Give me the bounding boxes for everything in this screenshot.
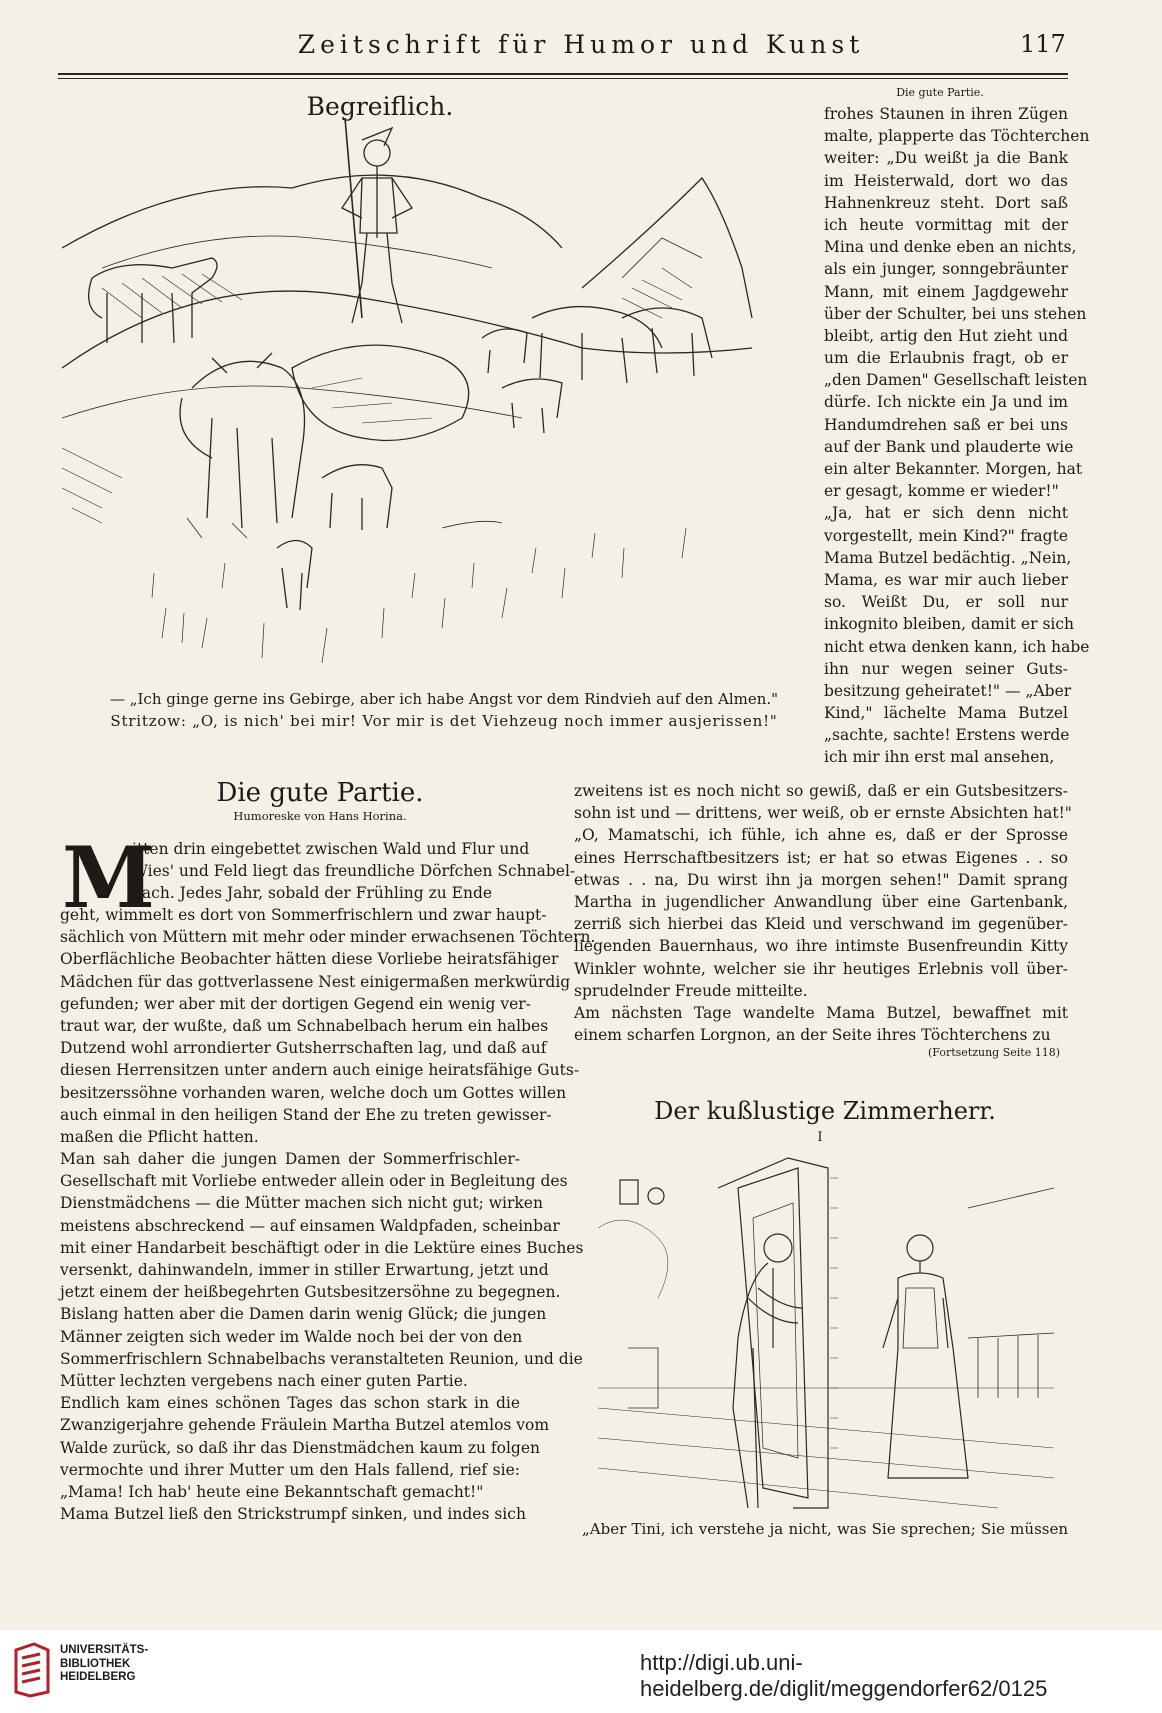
text-line: Mütter lechzten vergebens nach einer guten Partie.	[60, 1371, 468, 1390]
text-line: sprudelnder Freude mitteilte.	[574, 981, 808, 1000]
text-line: „Mama! Ich hab' heute eine Bekanntschaft gemacht!"	[60, 1482, 484, 1501]
text-line: besitzung geheiratet!" — „Aber	[824, 681, 1072, 700]
text-line: als ein junger, sonngebräunter	[824, 260, 1068, 279]
text-line: dürfe. Ich nickte ein Ja und im	[824, 393, 1068, 412]
story-dropcap: M	[62, 828, 155, 927]
text-line: über der Schulter, bei uns stehen	[824, 304, 1087, 323]
text-line: um die Erlaubnis fragt, ob er	[824, 349, 1068, 368]
continuation-note: (Fortsetzung Seite 118)	[928, 1046, 1060, 1059]
text-line: Mann, mit einem Jagdgewehr	[824, 282, 1068, 301]
text-line: ihn nur wegen seiner Guts-	[824, 659, 1068, 678]
header-rule	[58, 73, 1068, 75]
text-line: „sachte, sachte! Erstens werde	[824, 726, 1070, 745]
text-line: frohes Staunen in ihren Zügen	[824, 105, 1068, 123]
text-line: er gesagt, komme er wieder!"	[824, 482, 1059, 501]
text-line: auch einmal in den heiligen Stand der Ehe zu treten gewisser-	[60, 1105, 552, 1124]
text-line: Man sah daher die jungen Damen der Sommerfrischler-	[60, 1150, 520, 1169]
story-dropcap-lines	[132, 838, 576, 905]
text-line: itten drin eingebettet zwischen Wald und Flur und	[132, 840, 530, 858]
text-line: Mama Butzel bedächtig. „Nein,	[824, 548, 1072, 567]
text-line: so. Weißt Du, er soll nur	[824, 593, 1068, 612]
library-line-3: HEIDELBERG	[60, 1671, 136, 1683]
text-line: im Heisterwald, dort wo das	[824, 171, 1068, 190]
story-middle-column	[574, 780, 1072, 1046]
text-line: besitzerssöhne vorhanden waren, welche doch um Gottes willen	[60, 1083, 567, 1102]
text-line: zerriß sich hierbei das Kleid und verschwand im gegenüber-	[574, 915, 1068, 934]
text-line: Winkler wohnte, welcher sie ihr heutiges Erlebnis voll über-	[574, 959, 1068, 978]
story-right-column	[824, 103, 1090, 769]
text-line: bleibt, artig den Hut zieht und	[824, 326, 1068, 345]
library-line-1: UNIVERSITÄTS-	[60, 1644, 149, 1656]
text-line: ich mir ihn erst mal ansehen,	[824, 748, 1055, 767]
text-line: Zwanzigerjahre gehende Fräulein Martha Butzel atemlos vom	[60, 1416, 550, 1435]
text-line: meistens abschreckend — auf einsamen Waldpfaden, scheinbar	[60, 1216, 560, 1235]
text-line: eines Herrschaftbesitzers ist; er hat so etwas Eigenes . . so	[574, 848, 1068, 867]
text-line: Dutzend wohl arrondierter Gutsherrschaften lag, und daß auf	[60, 1039, 547, 1058]
cartoon1-caption-line2: Stritzow: „O, is nich' bei mir! Vor mir is det Viehzeug noch immer ausjerissen!"	[110, 712, 778, 730]
text-line: „Ja, hat er sich denn nicht	[824, 504, 1068, 523]
room-door-illustration	[598, 1148, 1054, 1518]
university-logo-icon	[10, 1640, 54, 1700]
text-line: malte, plapperte das Töchterchen	[824, 127, 1090, 146]
story-left-column	[60, 904, 596, 1525]
text-line: liegenden Bauernhaus, wo ihre intimste Busenfreundin Kitty	[574, 937, 1068, 956]
text-line: Mama Butzel ließ den Strickstrumpf sinken, und indes sich	[60, 1505, 526, 1524]
text-line: Gesellschaft mit Vorliebe entweder allein oder in Begleitung des	[60, 1172, 568, 1191]
text-line: Am nächsten Tage wandelte Mama Butzel, bewaffnet mit	[574, 1003, 1068, 1022]
text-line: Männer zeigten sich weder im Walde noch bei der von den	[60, 1327, 523, 1346]
text-line: traut war, der wußte, daß um Schnabelbach herum ein halbes	[60, 1016, 549, 1035]
text-line: Mädchen für das gottverlassene Nest einigermaßen merkwürdig	[60, 972, 571, 991]
text-line: Kind," lächelte Mama Butzel	[824, 704, 1068, 723]
text-line: vermochte und ihrer Mutter um den Hals fallend, rief sie:	[60, 1460, 520, 1479]
text-line: nicht etwa denken kann, ich habe	[824, 637, 1090, 656]
cartoon1-caption-line1: — „Ich ginge gerne ins Gebirge, aber ich habe Angst vor dem Rindvieh auf den Almen."	[109, 690, 779, 708]
cartoon2-title: Der kußlustige Zimmerherr.	[654, 1097, 996, 1125]
text-line: bach. Jedes Jahr, sobald der Frühling zu Ende	[132, 884, 493, 903]
text-line: jetzt einem der heißbegehrten Gutsbesitzersöhne zu begegnen.	[60, 1283, 561, 1302]
text-line: Mina und denke eben an nichts,	[824, 238, 1077, 257]
text-line: geht, wimmelt es dort von Sommerfrischlern und zwar haupt-	[60, 906, 547, 924]
text-line: etwas . . na, Du wirst ihn ja morgen sehen!" Damit sprang	[574, 870, 1068, 889]
text-line: Bislang hatten aber die Damen darin wenig Glück; die jungen	[60, 1305, 547, 1324]
text-line: Dienstmädchens — die Mütter machen sich nicht gut; wirken	[60, 1194, 543, 1213]
text-line: Walde zurück, so daß ihr das Dienstmädchen kaum zu folgen	[60, 1438, 541, 1457]
text-line: sohn ist und — drittens, wer weiß, ob er ernste Absichten hat!"	[574, 804, 1072, 823]
text-line: einem scharfen Lorgnon, an der Seite ihres Töchterchens zu	[574, 1026, 1051, 1045]
continued-story-header: Die gute Partie.	[896, 86, 984, 99]
text-line: sächlich von Müttern mit mehr oder minder erwachsenen Töchtern.	[60, 928, 596, 947]
story-title: Die gute Partie.	[216, 778, 424, 808]
text-line: Mama, es war mir auch lieber	[824, 570, 1068, 589]
text-line: gefunden; wer aber mit der dortigen Gegend ein wenig ver-	[60, 994, 531, 1013]
text-line: „den Damen" Gesellschaft leisten	[824, 371, 1088, 390]
text-line: versenkt, dahinwandeln, immer in stiller Erwartung, jetzt und	[60, 1261, 549, 1279]
library-name	[60, 1644, 148, 1685]
text-line: Wies' und Feld liegt das freundliche Dörfchen Schnabel-	[132, 862, 576, 881]
text-line: mit einer Handarbeit beschäftigt oder in die Lektüre eines Buches	[60, 1238, 584, 1257]
cartoon-title-begreiflich: Begreiflich.	[306, 92, 454, 121]
text-line: ich heute vormittag mit der	[824, 215, 1068, 234]
running-title: Zeitschrift für Humor und Kunst	[297, 30, 865, 59]
text-line: weiter: „Du weißt ja die Bank	[824, 149, 1068, 168]
text-line: Endlich kam eines schönen Tages das schon stark in die	[60, 1394, 520, 1413]
text-line: auf der Bank und plauderte wie	[824, 437, 1074, 456]
text-line: Sommerfrischlern Schnabelbachs veranstalteten Reunion, und die	[60, 1349, 583, 1368]
source-url-link[interactable]: http://digi.ub.uni-heidelberg.de/diglit/meggendorfer62/0125	[640, 1650, 1048, 1701]
library-line-2: BIBLIOTHEK	[60, 1657, 131, 1670]
mountain-cattle-illustration	[62, 118, 792, 688]
cartoon2-caption: „Aber Tini, ich verstehe ja nicht, was Sie sprechen; Sie müssen	[582, 1520, 1068, 1538]
text-line: vorgestellt, mein Kind?" fragte	[824, 526, 1068, 545]
text-line: Hahnenkreuz steht. Dort saß	[824, 193, 1068, 212]
text-line: maßen die Pflicht hatten.	[60, 1127, 259, 1146]
text-line: diesen Herrensitzen unter andern auch einige heiratsfähige Guts-	[60, 1061, 580, 1080]
text-line: ein alter Bekannter. Morgen, hat	[824, 460, 1083, 478]
text-line: Oberflächliche Beobachter hätten diese Vorliebe heiratsfähiger	[60, 950, 559, 969]
cartoon2-numeral: I	[817, 1130, 823, 1145]
text-line: inkognito bleiben, damit er sich	[824, 615, 1075, 634]
header-rule-thin	[58, 78, 1068, 79]
text-line: Handumdrehen saß er bei uns	[824, 415, 1068, 434]
text-line: zweitens ist es noch nicht so gewiß, daß er ein Gutsbesitzers-	[574, 782, 1068, 800]
text-line: „O, Mamatschi, ich fühle, ich ahne es, daß er der Sprosse	[574, 826, 1068, 845]
text-line: Martha in jugendlicher Anwandlung über eine Gartenbank,	[574, 892, 1068, 911]
page-number: 117	[1020, 30, 1066, 58]
story-byline: Humoreske von Hans Horina.	[233, 809, 407, 823]
